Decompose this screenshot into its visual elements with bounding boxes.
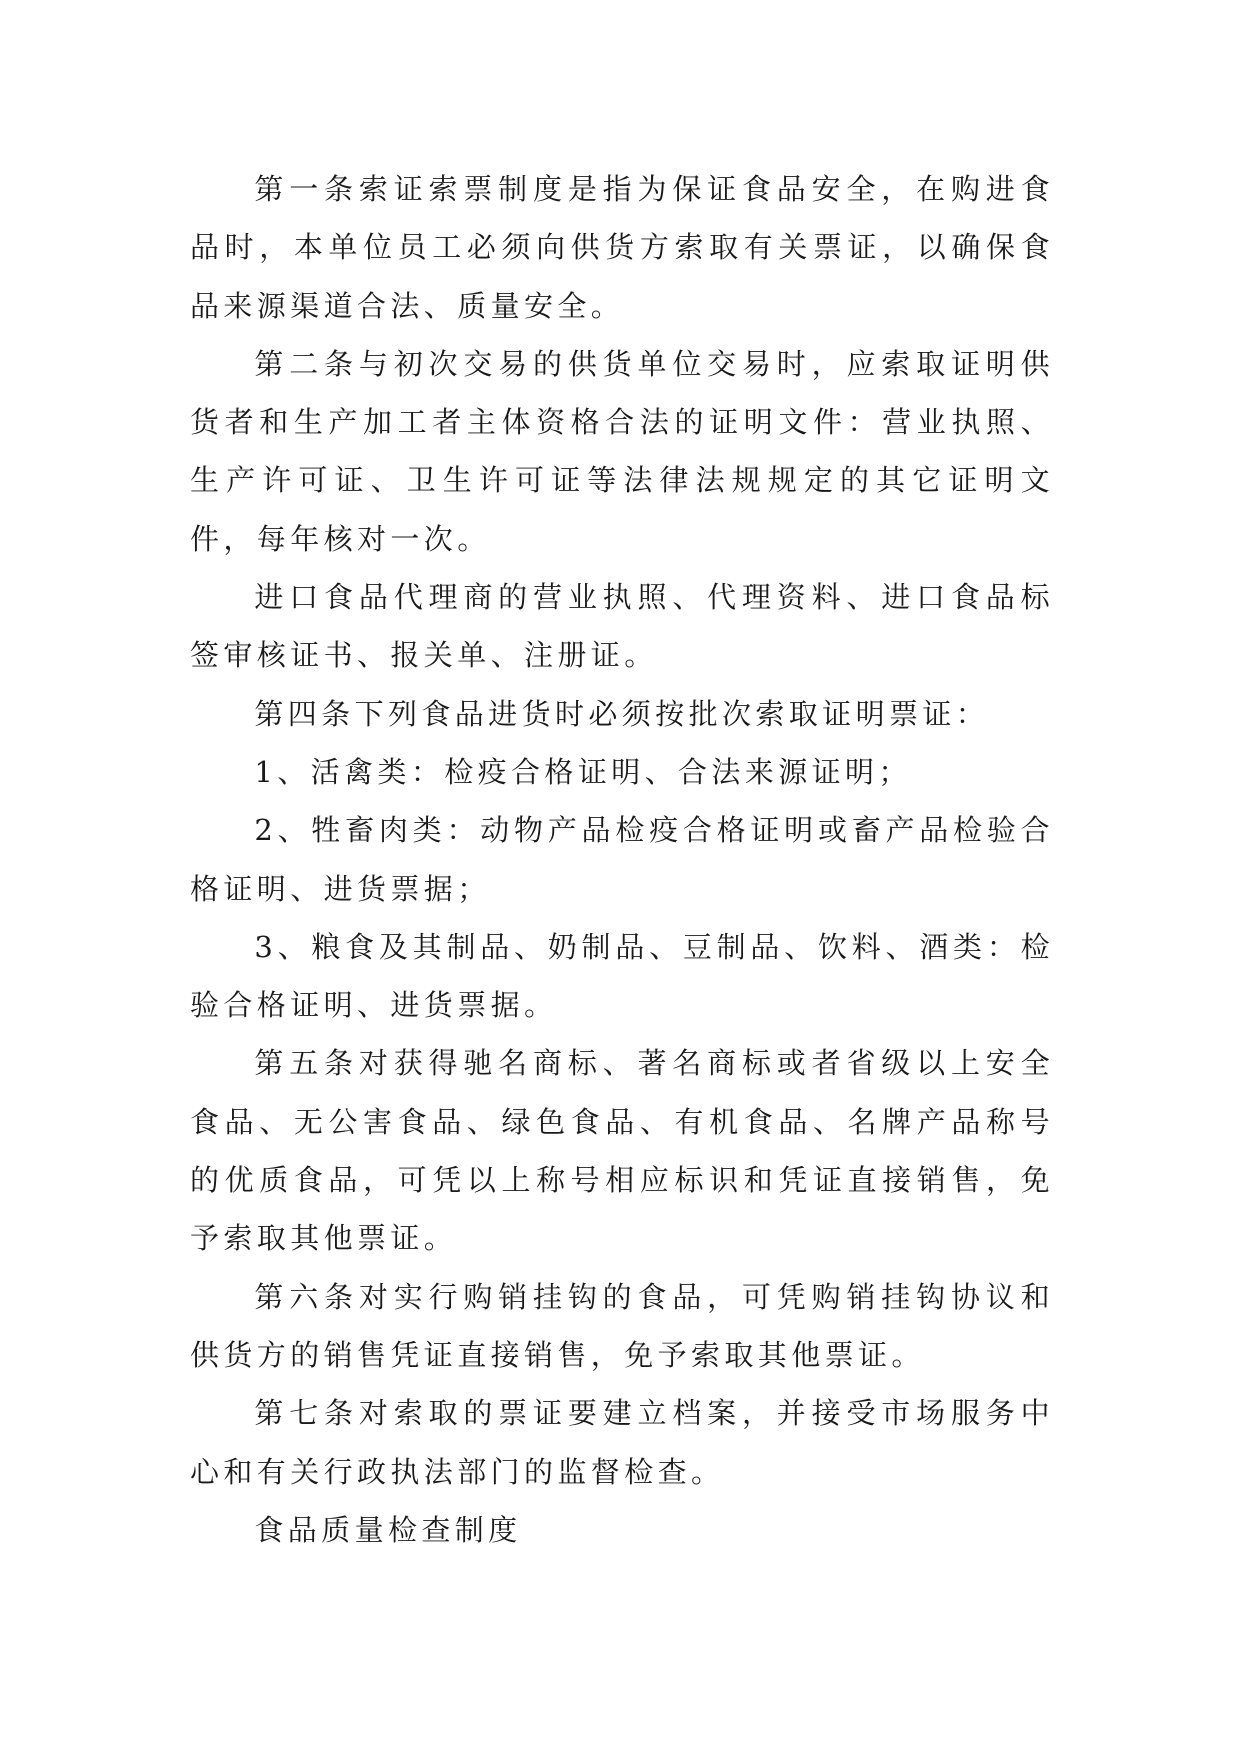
paragraph-import-documents: 进口食品代理商的营业执照、代理资料、进口食品标签审核证书、报关单、注册证。 xyxy=(190,580,1054,673)
paragraph-article-7: 第七条对索取的票证要建立档案，并接受市场服务中心和有关行政执法部门的监督检查。 xyxy=(190,1396,1054,1489)
document-body xyxy=(190,160,1054,1559)
paragraph-article-2: 第二条与初次交易的供货单位交易时，应索取证明供货者和生产加工者主体资格合法的证明文件：营业执照、生产许可证、卫生许可证等法律法规规定的其它证明文件，每年核对一次。 xyxy=(190,346,1054,556)
list-item-poultry: 1、活禽类：检疫合格证明、合法来源证明； xyxy=(254,754,912,789)
list-item-grain-dairy-beverages: 3、粮食及其制品、奶制品、豆制品、饮料、酒类：检验合格证明、进货票据。 xyxy=(190,929,1054,1023)
paragraph-article-4: 第四条下列食品进货时必须按批次索取证明票证： xyxy=(254,696,990,731)
list-item-livestock-meat: 2、牲畜肉类：动物产品检疫合格证明或畜产品检验合格证明、进货票据； xyxy=(190,813,1054,906)
paragraph-article-5: 第五条对获得驰名商标、著名商标或者省级以上安全食品、无公害食品、绿色食品、有机食品、名牌产品称号的优质食品，可凭以上称号相应标识和凭证直接销售，免予索取其他票证。 xyxy=(190,1046,1054,1256)
paragraph-article-6: 第六条对实行购销挂钩的食品，可凭购销挂钩协议和供货方的销售凭证直接销售，免予索取其他票证。 xyxy=(190,1279,1054,1372)
section-heading-quality-inspection: 食品质量检查制度 xyxy=(254,1512,522,1547)
paragraph-article-1: 第一条索证索票制度是指为保证食品安全，在购进食品时，本单位员工必须向供货方索取有关票证，以确保食品来源渠道合法、质量安全。 xyxy=(190,172,1054,323)
